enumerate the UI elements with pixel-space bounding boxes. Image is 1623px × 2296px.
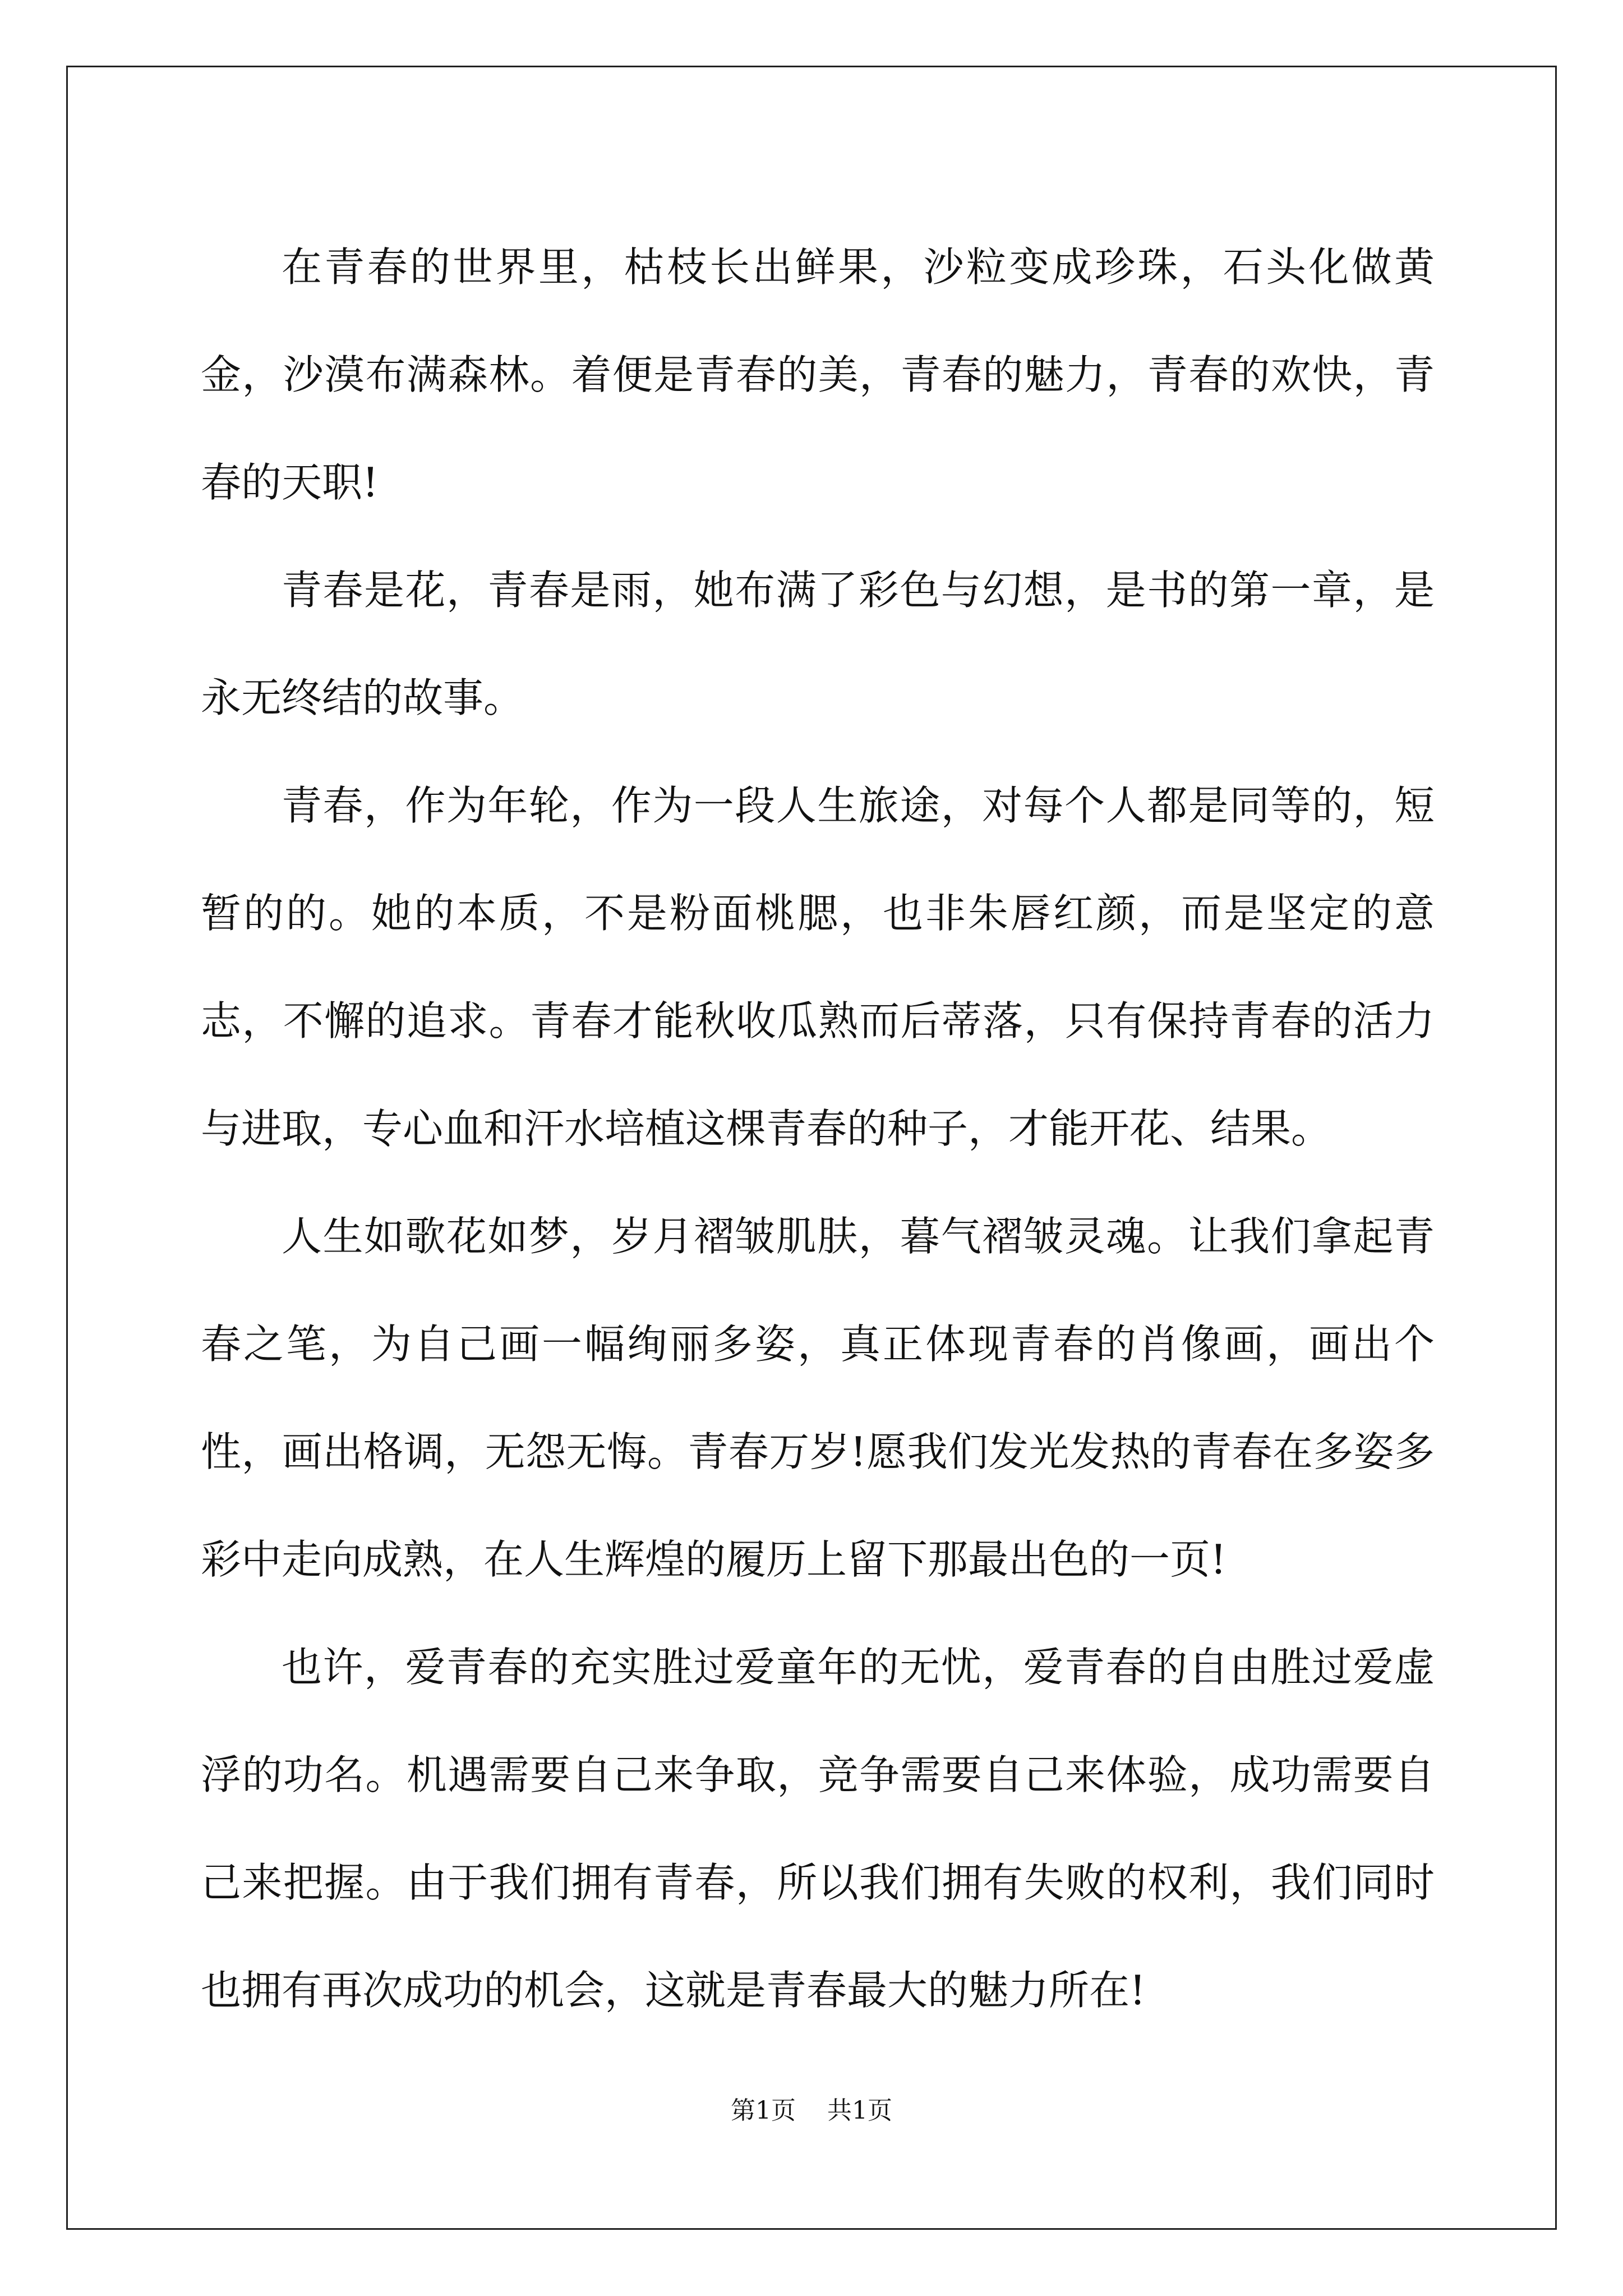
page-number-footer: 第1页 共1页 <box>731 2096 892 2125</box>
paragraph-1: 在青春的世界里，枯枝长出鲜果，沙粒变成珍珠，石头化做黄金，沙漠布满森林。着便是青春的美，青春的魅力，青春的欢快，青春的天职! <box>201 243 1435 506</box>
paragraph-3: 青春，作为年轮，作为一段人生旅途，对每个人都是同等的，短暂的的。她的本质，不是粉面桃腮，也非朱唇红颜，而是坚定的意志，不懈的追求。青春才能秋收瓜熟而后蒂落，只有保持青春的活力与进取，专心血和汗水培植这棵青春的种子，才能开花、结果。 <box>201 782 1435 1152</box>
paragraph-4: 人生如歌花如梦，岁月褶皱肌肤，暮气褶皱灵魂。让我们拿起青春之笔，为自己画一幅绚丽多姿，真正体现青春的肖像画，画出个性，画出格调，无怨无悔。青春万岁!愿我们发光发热的青春在多姿多彩中走向成熟，在人生辉煌的履历上留下那最出色的一页! <box>201 1213 1435 1583</box>
paragraph-2: 青春是花，青春是雨，她布满了彩色与幻想，是书的第一章，是永无终结的故事。 <box>201 567 1435 721</box>
document-body <box>201 213 1435 2044</box>
paragraph-5: 也许，爱青春的充实胜过爱童年的无忧，爱青春的自由胜过爱虚浮的功名。机遇需要自己来争取，竞争需要自己来体验，成功需要自己来把握。由于我们拥有青春，所以我们拥有失败的权利，我们同时也拥有再次成功的机会，这就是青春最大的魅力所在! <box>201 1644 1435 2014</box>
